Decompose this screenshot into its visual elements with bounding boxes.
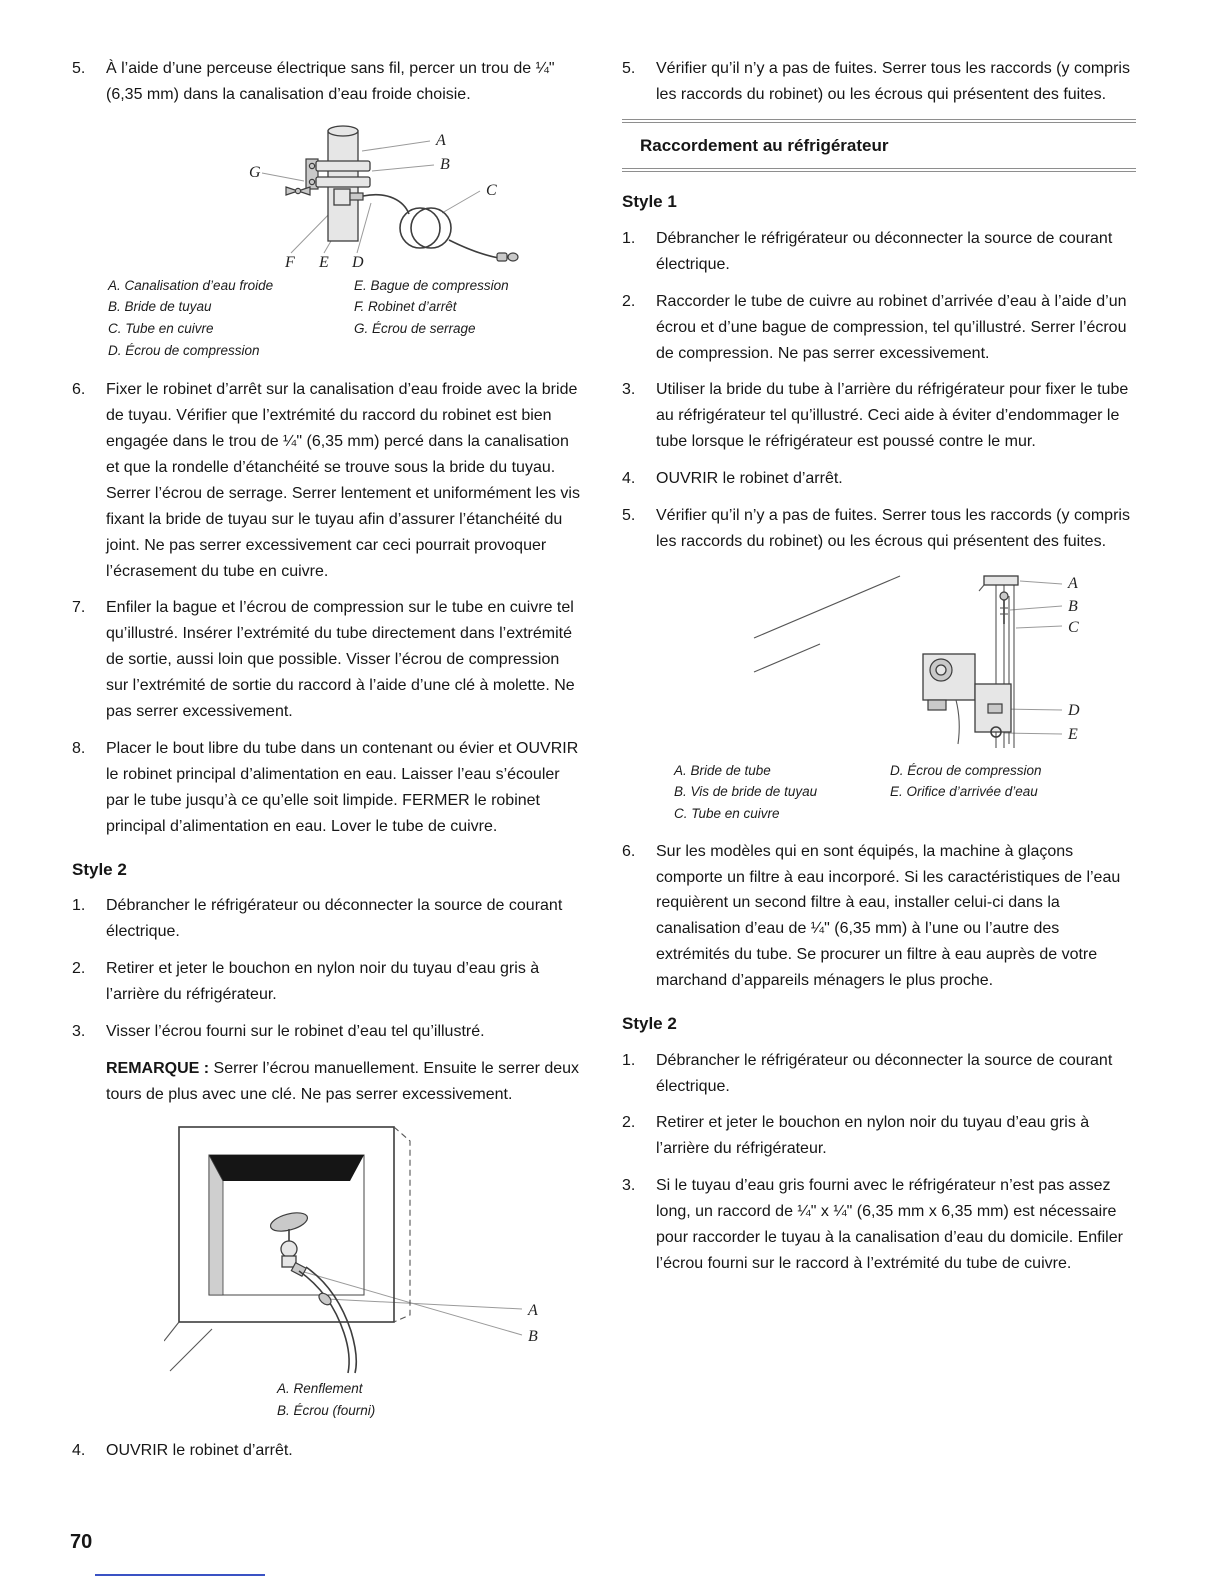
- list-item-text: Retirer et jeter le bouchon en nylon noir du tuyau d’eau gris à l’arrière du réfrigérateur.: [656, 1114, 1090, 1158]
- legend-entry: A. Canalisation d’eau froide: [108, 277, 274, 293]
- list-item-number: 5.: [72, 60, 86, 77]
- recess-shadow: [209, 1155, 364, 1181]
- figure-label: E: [1068, 725, 1078, 743]
- water-valve: [269, 1210, 310, 1277]
- footer-rule: [95, 1574, 265, 1576]
- figure-label: G: [249, 163, 261, 181]
- figure-label: A: [436, 131, 446, 149]
- figure-fridge-inlet-svg: [748, 566, 1098, 756]
- legend-entry: B. Vis de bride de tuyau: [674, 784, 818, 800]
- legend-column: [108, 275, 354, 361]
- list-item-text: OUVRIR le robinet d’arrêt.: [106, 1441, 293, 1459]
- list-item: [72, 1019, 584, 1045]
- water-valve-assembly: [923, 654, 1011, 744]
- figure-label: F: [285, 253, 295, 271]
- left-column: [72, 56, 584, 1475]
- tightening-wing-nut: [286, 187, 310, 195]
- list-item-number: 2.: [622, 1114, 636, 1132]
- list-item: [622, 1110, 1136, 1162]
- list-item-text: Vérifier qu’il n’y a pas de fuites. Serrer tous les raccords (y compris les raccords du robinet) ou les écrous qui présentent des fuites.: [656, 60, 1130, 103]
- list-item: [72, 893, 584, 945]
- list-item-text: Fixer le robinet d’arrêt sur la canalisation d’eau froide avec la bride de tuyau. Vérifier que l’extrémité du raccord du robinet est bien engagée dans le trou de ¼" (6,35 mm) percé dans la canalisation et que la rondelle d’étanchéité se trouve sous la bride du tuyau. Serrer l’écrou de serrage. Serrer lentement et uniformément les vis fixant la bride de tuyau sur le tuyau afin d’assurer l’étanchéité du joint. Ne pas serrer excessivement car ceci pourrait provoquer l’écrasement du tube en cuivre.: [106, 381, 580, 580]
- list-item-number: 8.: [72, 739, 86, 757]
- list-item-text: Sur les modèles qui en sont équipés, la machine à glaçons comporte un filtre à eau incorporé. Si les caractéristiques de l’eau requièrent un second filtre à eau, installer celui-ci dans la canalisation d’eau de ¼" (6,35 mm) à l’une ou l’autre des extrémités du tube. Se procurer un filtre à eau auprès de votre marchand d’appareils ménagers le plus proche.: [656, 842, 1121, 990]
- figure-label: D: [1068, 701, 1080, 719]
- list-item-number: 4.: [622, 470, 636, 488]
- list-item: [622, 377, 1136, 455]
- leader-lines: [1004, 581, 1062, 734]
- list-item-number: 1.: [72, 897, 86, 915]
- list-item-text: Débrancher le réfrigérateur ou déconnecter la source de courant électrique.: [106, 897, 563, 941]
- style-2-heading: Style 2: [72, 859, 127, 879]
- legend-entry: D. Écrou de compression: [890, 762, 1042, 778]
- figure-saddle-valve-svg: [158, 119, 523, 271]
- legend-entry: E. Orifice d’arrivée d’eau: [890, 784, 1038, 800]
- legend-entry: B. Écrou (fourni): [277, 1403, 376, 1419]
- list-item: [72, 1438, 584, 1464]
- figure-label: A: [528, 1302, 538, 1320]
- list-item-text: OUVRIR le robinet d’arrêt.: [656, 470, 843, 488]
- legend-entry: G. Écrou de serrage: [354, 321, 476, 336]
- list-item-number: 3.: [72, 1022, 86, 1040]
- legend-entry: C. Tube en cuivre: [674, 806, 780, 822]
- remark-label: REMARQUE :: [106, 1059, 210, 1077]
- legend-entry: C. Tube en cuivre: [108, 321, 214, 336]
- copper-tube-coil: [363, 195, 518, 261]
- list-item: [622, 226, 1136, 278]
- legend-entry: A. Bride de tube: [674, 762, 771, 778]
- legend-entry: A. Renflement: [277, 1381, 363, 1397]
- list-item-text: Si le tuyau d’eau gris fourni avec le réfrigérateur n’est pas assez long, un raccord de ¼" x ¼" (6,35 mm x 6,35 mm) est nécessaire pour raccorder le tuyau à la canalisation d’eau du domicile. Enfiler l’écrou fourni sur le raccord à l’extrémité du tube de cuivre.: [656, 1177, 1123, 1272]
- style-2-heading: Style 2: [622, 1014, 677, 1034]
- list-item: [72, 56, 584, 108]
- list-item: [622, 503, 1136, 555]
- list-item-text: À l’aide d’une perceuse électrique sans fil, percer un trou de ¼" (6,35 mm) dans la canalisation d’eau froide choisie.: [106, 60, 555, 103]
- list-item-number: 5.: [622, 507, 636, 525]
- leader-lines: [304, 1272, 522, 1335]
- figure-water-box-svg: [164, 1119, 564, 1374]
- tube-clamp-bracket: [979, 576, 1018, 591]
- list-item: [622, 1048, 1136, 1100]
- section-header: [622, 119, 1136, 173]
- legend-entry: E. Bague de compression: [354, 277, 509, 293]
- list-item-text: Débrancher le réfrigérateur ou déconnecter la source de courant électrique.: [656, 229, 1113, 273]
- list-item-number: 5.: [622, 60, 636, 77]
- clamp-screw: [1000, 592, 1008, 624]
- list-item: [72, 377, 584, 584]
- list-item-number: 2.: [72, 959, 86, 977]
- figure1-legend: [108, 275, 584, 361]
- gray-water-tube: [299, 1267, 356, 1373]
- list-item-text: Visser l’écrou fourni sur le robinet d’eau tel qu’illustré.: [106, 1022, 485, 1040]
- figure2-legend: [277, 1378, 584, 1421]
- section-title: Raccordement au réfrigérateur: [640, 135, 889, 155]
- right-column: [622, 56, 1136, 1475]
- list-item-text: Utiliser la bride du tube à l’arrière du réfrigérateur pour fixer le tube au réfrigérateur tel qu’illustré. Ceci aide à éviter d’endommager le tube lorsque le réfrigérateur est poussé contre le mur.: [656, 381, 1129, 451]
- figure-label: C: [1068, 618, 1079, 636]
- figure-letter-labels: [1067, 575, 1080, 743]
- figure-recessed-water-box: [164, 1119, 584, 1374]
- list-item-text: Vérifier qu’il n’y a pas de fuites. Serrer tous les raccords (y compris les raccords du robinet) ou les écrous qui présentent des fuites.: [656, 507, 1130, 550]
- list-item-number: 6.: [72, 381, 86, 399]
- page-number: 70: [70, 1531, 93, 1553]
- list-item-number: 6.: [622, 842, 636, 860]
- figure-saddle-valve-installation: [158, 119, 584, 271]
- legend-column: [890, 760, 1042, 825]
- list-item-text: Enfiler la bague et l’écrou de compression sur le tube en cuivre tel qu’illustré. Insérer l’extrémité du tube directement dans l’extrémité de sortie, aussi loin que possible. Visser l’écrou de compression sur l’extrémité de sortie du raccord à l’aide d’une clé à molette. Ne pas serrer excessivement.: [106, 599, 575, 721]
- figure-refrigerator-water-inlet: [748, 566, 1136, 756]
- list-item-number: 3.: [622, 1177, 636, 1195]
- list-item: [72, 956, 584, 1008]
- list-item: [622, 1173, 1136, 1277]
- list-item-number: 4.: [72, 1441, 86, 1459]
- list-item-text: Retirer et jeter le bouchon en nylon noir du tuyau d’eau gris à l’arrière du réfrigérateur.: [106, 959, 540, 1003]
- legend-entry: B. Bride de tuyau: [108, 299, 212, 315]
- remark-note: [106, 1056, 584, 1108]
- list-item: [622, 289, 1136, 367]
- list-item-number: 7.: [72, 599, 86, 617]
- list-item: [622, 56, 1136, 108]
- floor-corner-lines: [164, 1322, 212, 1371]
- figure3-legend: [674, 760, 1136, 825]
- figure-letter-labels: [527, 1302, 538, 1345]
- figure-label: D: [352, 253, 364, 271]
- remark-text: Serrer l’écrou manuellement. Ensuite le serrer deux tours de plus avec une clé. Ne pas serrer excessivement.: [106, 1059, 580, 1103]
- list-item-number: 1.: [622, 1051, 636, 1069]
- figure-label: B: [440, 155, 450, 173]
- list-item: [72, 595, 584, 725]
- figure-label: B: [528, 1328, 538, 1346]
- style-1-heading: Style 1: [622, 192, 677, 212]
- list-item-number: 3.: [622, 381, 636, 399]
- two-column-layout: [72, 56, 1225, 1475]
- list-item-number: 2.: [622, 292, 636, 310]
- figure-label: A: [1068, 574, 1078, 592]
- list-item-text: Raccorder le tube de cuivre au robinet d’arrivée d’eau à l’aide d’un écrou et d’une bague de compression, tel qu’illustré. Serrer l’écrou de compression. Ne pas serrer excessivement.: [656, 292, 1127, 362]
- legend-entry: D. Écrou de compression: [108, 342, 260, 358]
- figure-label: E: [319, 253, 329, 271]
- figure-letter-labels: [249, 132, 497, 271]
- figure-label: B: [1068, 597, 1078, 615]
- list-item: [622, 839, 1136, 994]
- legend-column: [354, 275, 509, 361]
- list-item: [72, 736, 584, 840]
- legend-column: [674, 760, 890, 825]
- list-item: [622, 466, 1136, 492]
- list-item-text: Placer le bout libre du tube dans un contenant ou évier et OUVRIR le robinet principal d’alimentation en eau. Laisser l’eau s’écouler par le tube jusqu’à ce qu’elle soit limpide. FERMER le robinet principal d’alimentation en eau. Lover le tube de cuivre.: [106, 739, 579, 835]
- list-item-number: 1.: [622, 229, 636, 247]
- list-item-text: Débrancher le réfrigérateur ou déconnecter la source de courant électrique.: [656, 1051, 1113, 1095]
- legend-entry: F. Robinet d’arrêt: [354, 299, 457, 315]
- figure-label: C: [486, 181, 497, 199]
